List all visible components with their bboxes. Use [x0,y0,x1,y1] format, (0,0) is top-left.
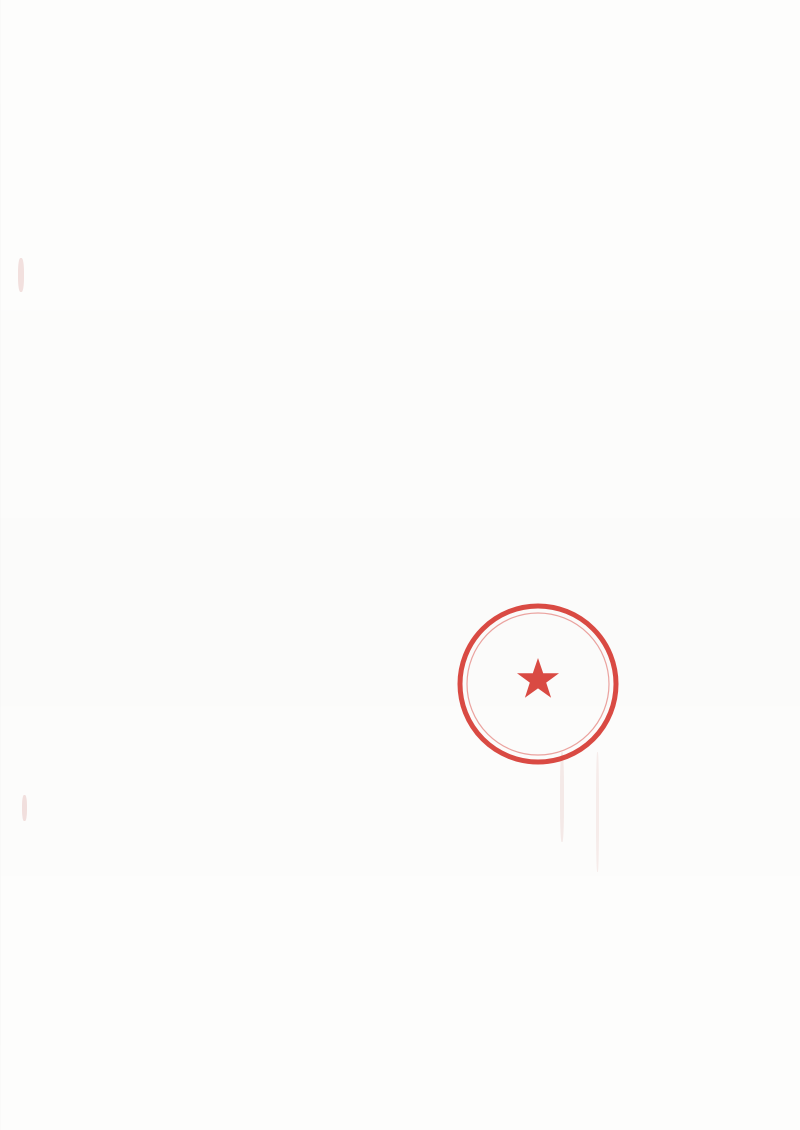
official-seal-stamp [452,598,624,770]
scan-smudge [18,258,24,292]
document-body [95,125,710,175]
spacer [95,125,710,137]
scan-smudge [22,795,27,821]
scan-smudge [560,752,564,842]
scan-smudge [596,752,599,872]
